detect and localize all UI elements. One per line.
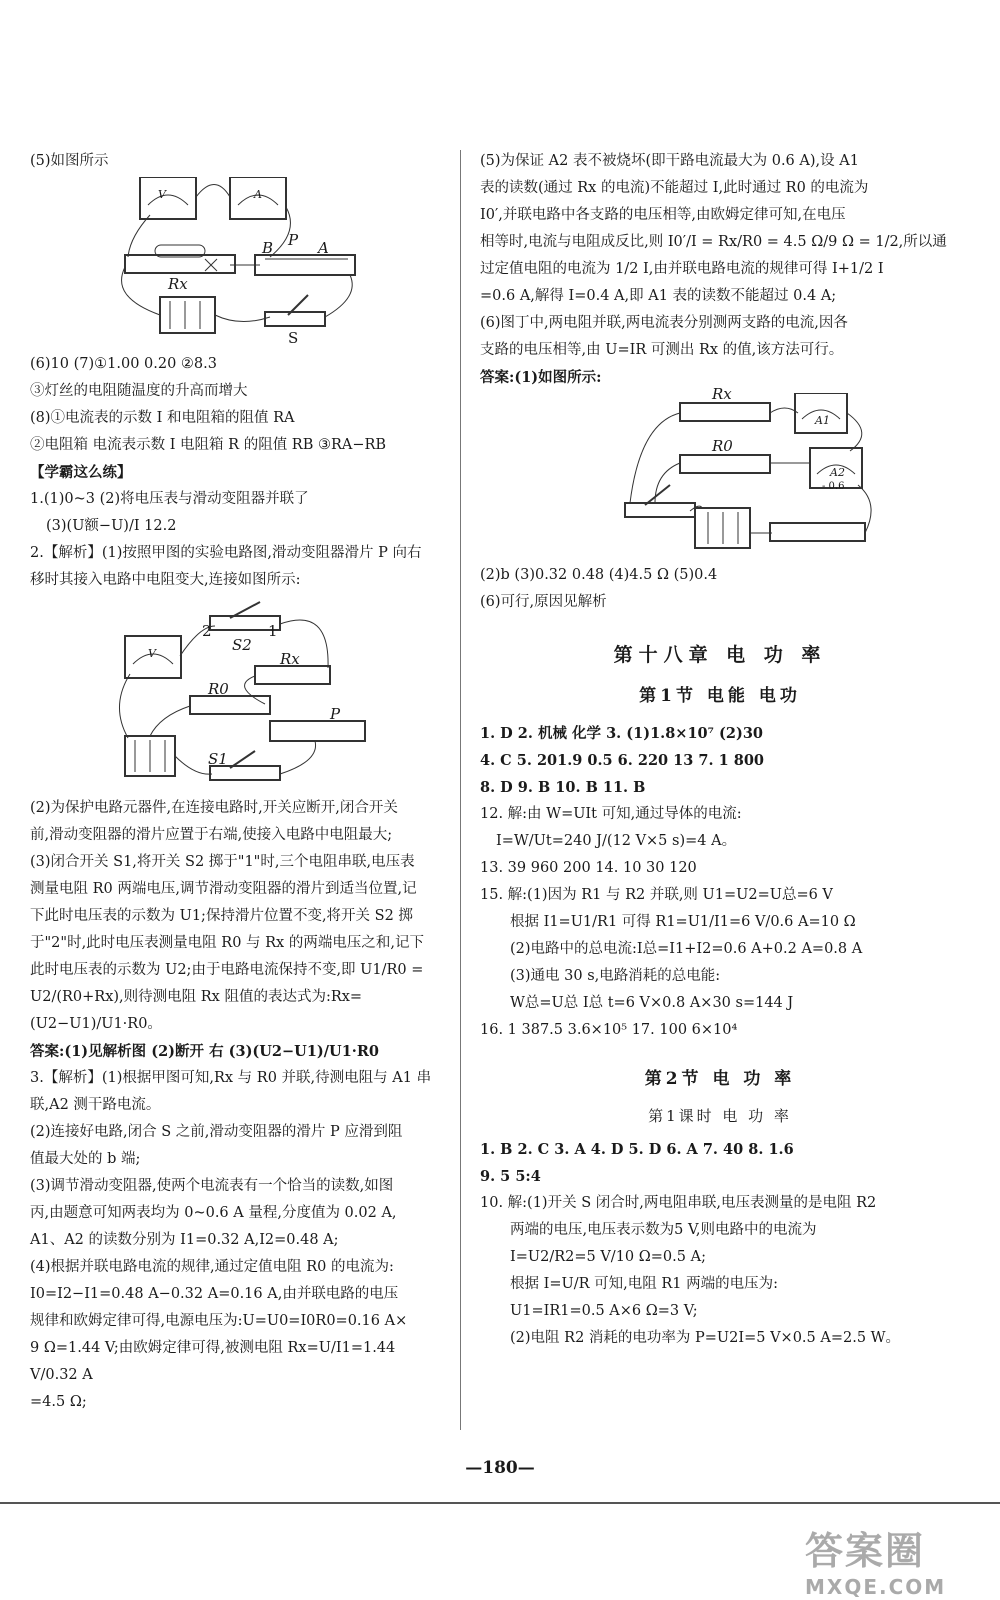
- answer-line: 两端的电压,电压表示数为5 V,则电路中的电流为: [510, 1222, 817, 1238]
- answer-line: 下此时电压表的示数为 U1;保持滑片位置不变,将开关 S2 掷: [30, 908, 413, 924]
- answer-line: (3)调节滑动变阻器,使两个电流表有一个恰当的读数,如图: [30, 1178, 394, 1194]
- answer-line: 联,A2 测干路电流。: [30, 1097, 161, 1113]
- column-divider: [460, 150, 461, 1430]
- answer-line: =4.5 Ω;: [30, 1394, 87, 1410]
- lesson-title: 第1课时 电 功 率: [648, 1107, 792, 1125]
- ammeter-scale-label: - 0.6: [822, 481, 845, 492]
- answer-line: 前,滑动变阻器的滑片应置于右端,使接入电路中电阻最大;: [30, 827, 393, 843]
- answer-line: 4. C 5. 201.9 0.5 6. 220 13 7. 1 800: [480, 752, 765, 769]
- section-heading: 【学霸这么练】: [30, 464, 132, 481]
- answer-line: 移时其接入电路中电阻变大,连接如图所示:: [30, 572, 301, 588]
- answer-line: U2/(R0+Rx),则待测电阻 Rx 阻值的表达式为:Rx=(U2−U1)/U1·R0。: [30, 989, 363, 1032]
- answer-line: (3)闭合开关 S1,将开关 S2 掷于"1"时,三个电阻串联,电压表: [30, 854, 415, 870]
- section-title: 第2节 电 功 率: [644, 1069, 796, 1089]
- resistor-r0-label: R0: [712, 437, 733, 455]
- answer-line: (5)为保证 A2 表不被烧坏(即干路电流最大为 0.6 A),设 A1: [480, 153, 859, 169]
- answer-line: 9 Ω=1.44 V;由欧姆定律可得,被测电阻 Rx=U/I1=1.44 V/0.32 A: [30, 1340, 396, 1383]
- answer-line: (2)b (3)0.32 0.48 (4)4.5 Ω (5)0.4: [480, 567, 718, 583]
- formula-line: U1=IR1=0.5 A×6 Ω=3 V;: [510, 1303, 698, 1319]
- answer-line: 3.【解析】(1)根据甲图可知,Rx 与 R0 并联,待测电阻与 A1 串: [30, 1070, 432, 1086]
- answer-line: 2.【解析】(1)按照甲图的实验电路图,滑动变阻器滑片 P 向右: [30, 545, 422, 561]
- formula-line: (2)电路中的总电流:I总=I1+I2=0.6 A+0.2 A=0.8 A: [510, 941, 863, 957]
- circuit-figure-3: [480, 385, 920, 558]
- answer-line: A1、A2 的读数分别为 I1=0.32 A,I2=0.48 A;: [30, 1232, 339, 1248]
- answer-line: (3)(U额−U)/I 12.2: [46, 518, 177, 534]
- answer-line: I0=I2−I1=0.48 A−0.32 A=0.16 A,由并联电路的电压: [30, 1286, 399, 1302]
- answer-line: 15. 解:(1)因为 R1 与 R2 并联,则 U1=U2=U总=6 V: [480, 887, 833, 903]
- answer-line: 10. 解:(1)开关 S 闭合时,两电阻串联,电压表测量的是电阻 R2: [480, 1195, 877, 1211]
- answer-summary: 答案:(1)如图所示:: [480, 369, 602, 386]
- answer-line: 表的读数(通过 Rx 的电流)不能超过 I,此时通过 R0 的电流为: [480, 180, 869, 196]
- formula-line: W总=U总 I总 t=6 V×0.8 A×30 s=144 J: [510, 995, 794, 1011]
- answer-line: 1.(1)0~3 (2)将电压表与滑动变阻器并联了: [30, 491, 309, 507]
- formula-line: (2)电阻 R2 消耗的电功率为 P=U2I=5 V×0.5 A=2.5 W。: [510, 1330, 901, 1346]
- terminal-1-label: 1: [268, 622, 278, 640]
- text-line: ②电阻箱 电流表示数 I 电阻箱 R 的阻值 RB ③RA−RB: [30, 437, 387, 453]
- text-line: (5)如图所示: [30, 153, 109, 169]
- answer-line: (2)连接好电路,闭合 S 之前,滑动变阻器的滑片 P 应滑到阻: [30, 1124, 403, 1140]
- resistor-rx-label: Rx: [280, 650, 300, 668]
- circuit-diagram: [480, 393, 920, 558]
- voltmeter-label: V: [158, 188, 166, 201]
- watermark-url: MXQE.COM: [805, 1575, 947, 1599]
- answer-line: (4)根据并联电路电流的规律,通过定值电阻 R0 的电流为:: [30, 1259, 394, 1275]
- answer-line: 值最大处的 b 端;: [30, 1151, 141, 1167]
- right-column: [480, 148, 960, 1352]
- section-title: 第1节 电能 电功: [639, 686, 801, 706]
- footer-divider: [0, 1502, 1000, 1504]
- left-column: [30, 148, 440, 1416]
- answer-line: (6)图丁中,两电阻并联,两电流表分别测两支路的电流,因各: [480, 315, 848, 331]
- answer-line: 9. 5 5:4: [480, 1168, 541, 1185]
- text-line: (8)①电流表的示数 I 和电阻箱的阻值 RA: [30, 410, 295, 426]
- resistor-rx-label: Rx: [712, 385, 732, 403]
- formula-line: I=W/Ut=240 J/(12 V×5 s)=4 A。: [496, 833, 737, 849]
- answer-summary: 答案:(1)见解析图 (2)断开 右 (3)(U2−U1)/U1·R0: [30, 1043, 379, 1060]
- switch-label: S: [288, 329, 299, 347]
- answer-line: 规律和欧姆定律可得,电源电压为:U=U0=I0R0=0.16 A×: [30, 1313, 408, 1329]
- answer-line: 此时电压表的示数为 U2;由于电路电流保持不变,即 U1/R0 =: [30, 962, 424, 978]
- formula-line: (3)通电 30 s,电路消耗的总电能:: [510, 968, 721, 984]
- ammeter-a1-label: A1: [815, 414, 830, 427]
- answer-line: 过定值电阻的电流为 1/2 I,由并联电路电流的规律可得 I+1/2 I: [480, 261, 884, 277]
- answer-line: =0.6 A,解得 I=0.4 A,即 A1 表的读数不能超过 0.4 A;: [480, 288, 837, 304]
- circuit-diagram: [30, 177, 410, 347]
- answer-line: 12. 解:由 W=UIt 可知,通过导体的电流:: [480, 806, 742, 822]
- answer-line: 16. 1 387.5 3.6×10⁵ 17. 100 6×10⁴: [480, 1022, 738, 1038]
- terminal-2-label: 2: [202, 622, 212, 640]
- text-line: (6)10 (7)①1.00 0.20 ②8.3: [30, 356, 217, 372]
- ammeter-a2-label: A2: [830, 466, 845, 479]
- ammeter-label: A: [254, 188, 262, 201]
- answer-line: 于"2"时,此时电压表测量电阻 R0 与 Rx 的两端电压之和,记下: [30, 935, 424, 951]
- answer-line: 丙,由题意可知两表均为 0~0.6 A 量程,分度值为 0.02 A,: [30, 1205, 397, 1221]
- voltmeter-label: V: [148, 647, 156, 660]
- switch-s1-label: S1: [208, 750, 228, 768]
- answer-line: 1. D 2. 机械 化学 3. (1)1.8×10⁷ (2)30: [480, 725, 764, 742]
- answer-line: 13. 39 960 200 14. 10 30 120: [480, 860, 697, 876]
- terminal-a-label: A: [318, 239, 329, 257]
- resistor-r0-label: R0: [208, 680, 229, 698]
- resistor-label: Rx: [168, 275, 188, 293]
- chapter-title: 第十八章 电 功 率: [613, 644, 827, 666]
- answer-line: (2)为保护电路元器件,在连接电路时,开关应断开,闭合开关: [30, 800, 398, 816]
- answer-line: (6)可行,原因见解析: [480, 594, 607, 610]
- answer-line: 1. B 2. C 3. A 4. D 5. D 6. A 7. 40 8. 1.6: [480, 1141, 794, 1158]
- formula-line: 根据 I=U/R 可知,电阻 R1 两端的电压为:: [510, 1276, 778, 1292]
- answer-line: 相等时,电流与电阻成反比,则 I0′/I = Rx/R0 = 4.5 Ω/9 Ω = 1/2,所以通: [480, 234, 947, 250]
- terminal-b-label: B: [262, 239, 274, 257]
- answer-line: 8. D 9. B 10. B 11. B: [480, 779, 646, 796]
- answer-line: 测量电阻 R0 两端电压,调节滑动变阻器的滑片到适当位置,记: [30, 881, 417, 897]
- answer-line: I0′,并联电路中各支路的电压相等,由欧姆定律可知,在电压: [480, 207, 846, 223]
- switch-s2-label: S2: [232, 636, 252, 654]
- slider-p-label: P: [288, 231, 299, 249]
- answer-line: 支路的电压相等,由 U=IR 可测出 Rx 的值,该方法可行。: [480, 342, 844, 358]
- formula-line: I=U2/R2=5 V/10 Ω=0.5 A;: [510, 1249, 706, 1265]
- circuit-figure-2: [30, 596, 410, 791]
- circuit-figure-1: [30, 177, 410, 347]
- text-line: ③灯丝的电阻随温度的升高而增大: [30, 383, 248, 399]
- slider-p-label: P: [330, 705, 341, 723]
- watermark-text: 答案圈: [805, 1529, 926, 1573]
- page-number: —180—: [465, 1458, 535, 1478]
- watermark-logo: [805, 1520, 980, 1599]
- formula-line: 根据 I1=U1/R1 可得 R1=U1/I1=6 V/0.6 A=10 Ω: [510, 914, 856, 930]
